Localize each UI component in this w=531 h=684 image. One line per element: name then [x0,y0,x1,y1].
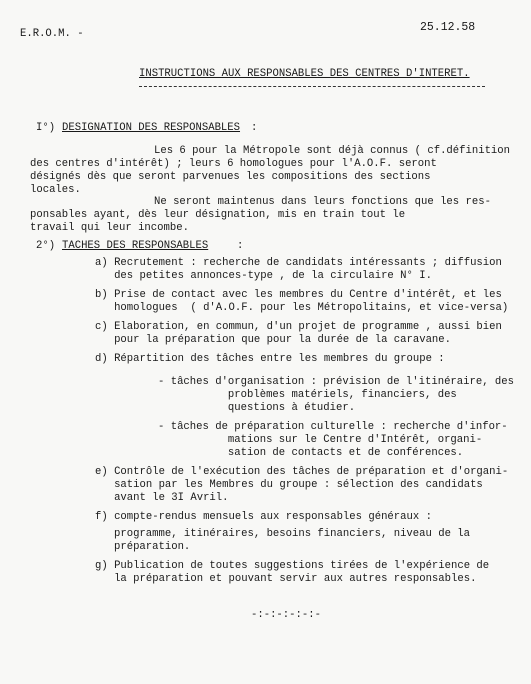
section1-p1-line: des centres d'intérêt) ; leurs 6 homologues pour l'A.O.F. seront [30,158,437,170]
document-title: INSTRUCTIONS AUX RESPONSABLES DES CENTRES D'INTERET. [139,68,470,80]
item-f1-line: programme, itinéraires, besoins financiers, niveau de la [114,528,471,540]
section1-p2-line: ponsables ayant, dès leur désignation, mis en train tout le [30,209,406,221]
item-a-line: a) Recrutement : recherche de candidats intéressants ; diffusion [95,257,502,269]
item-e-line: sation par les Membres du groupe : sélection des candidats [95,479,483,491]
item-d2-line: sation de contacts et de conférences. [158,447,464,459]
section2-number: 2°) [36,240,56,252]
item-f-line: f) compte-rendus mensuels aux responsables généraux : [95,511,432,523]
item-d2-line: - tâches de préparation culturelle : recherche d'infor- [158,421,508,433]
item-b-line: b) Prise de contact avec les membres du Centre d'intérêt, et les [95,289,502,301]
section1-p1-line: locales. [30,184,81,196]
section2-colon: : [237,240,244,252]
item-g-line: la préparation et pouvant servir aux autres responsables. [95,573,477,585]
org-header: E.R.O.M. - [20,28,84,40]
section1-p2-line: travail qui leur incombe. [30,222,189,234]
item-d1-line: questions à étudier. [158,402,356,414]
footer-ornament: -:-:-:-:-:- [251,609,321,621]
section1-colon: : [251,122,258,134]
section1-p1-line: désignés dès que seront parvenues les compositions des sections [30,171,431,183]
item-e-line: avant le 3I Avril. [95,492,229,504]
section1-p2-line: Ne seront maintenus dans leurs fonctions que les res- [154,196,491,208]
item-b-line: homologues ( d'A.O.F. pour les Métropolitains, et vice-versa) [95,302,509,314]
item-c-line: c) Elaboration, en commun, d'un projet de programme , aussi bien [95,321,502,333]
section1-number: I°) [36,122,56,134]
title-dashed-rule [139,86,485,87]
date: 25.12.58 [420,21,476,34]
item-f1-line: préparation. [114,541,191,553]
item-d1-line: problèmes matériels, financiers, des [158,389,457,401]
item-d-line: d) Répartition des tâches entre les membres du groupe : [95,353,445,365]
item-g-line: g) Publication de toutes suggestions tirées de l'expérience de [95,560,490,572]
item-d2-line: mations sur le Centre d'Intérêt, organi- [158,434,483,446]
item-e-line: e) Contrôle de l'exécution des tâches de préparation et d'organi- [95,466,509,478]
section1-heading: DESIGNATION DES RESPONSABLES [62,122,241,134]
item-a-line: des petites annonces-type , de la circulaire N° I. [95,270,432,282]
item-d1-line: - tâches d'organisation : prévision de l'itinéraire, des [158,376,515,388]
item-c-line: pour la préparation que pour la durée de la caravane. [95,334,452,346]
section2-heading: TACHES DES RESPONSABLES [62,240,209,252]
section1-p1-line: Les 6 pour la Métropole sont déjà connus ( cf.définition [154,145,511,157]
